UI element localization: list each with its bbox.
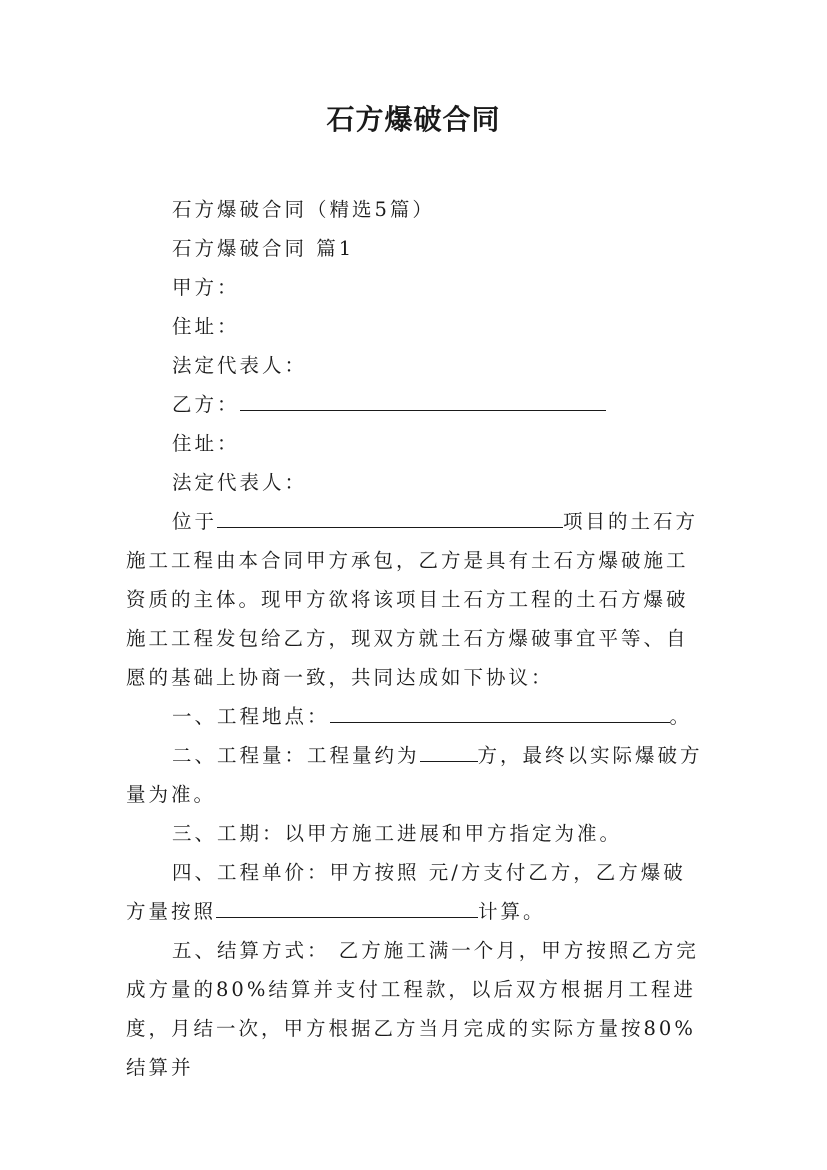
subtitle: 石方爆破合同（精选5篇） (172, 198, 435, 221)
section-heading: 石方爆破合同 篇1 (172, 237, 355, 260)
party-a-address: 住址： (172, 315, 240, 338)
clause-1-end: 。 (669, 705, 693, 728)
clause-1 (126, 697, 706, 736)
document-body (126, 190, 706, 1087)
party-b-blank (240, 388, 606, 411)
clause-4-end: 计算。 (478, 900, 546, 923)
clause-2-text: 二、工程量：工程量约为 (172, 744, 420, 767)
party-a-line: 甲方： (172, 276, 240, 299)
clause-2-end: 方，最终以实际爆破方量为准。 (126, 744, 703, 806)
party-b-line (126, 385, 706, 424)
clause-4 (126, 853, 706, 931)
intro-text: 项目的土石方施工工程由本合同甲方承包，乙方是具有土石方爆破施工资质的主体。现甲方欲将该项目土石方工程的土石方爆破施工工程发包给乙方，现双方就土石方爆破事宜平等、自愿的基础上协商一致，共同达成如下协议： (126, 510, 699, 689)
party-a-representative: 法定代表人： (172, 354, 308, 377)
clause-3: 三、工期：以甲方施工进展和甲方指定为准。 (172, 822, 623, 845)
quantity-blank (420, 739, 478, 762)
clause-1-text: 一、工程地点： (172, 705, 330, 728)
document-title: 石方爆破合同 (326, 103, 501, 136)
clause-4-text: 四、工程单价：甲方按照 元/方支付乙方，乙方爆破方量按照 (126, 861, 686, 923)
work-site-blank (330, 700, 670, 723)
clause-5: 五、结算方式： 乙方施工满一个月，甲方按照乙方完成方量的80%结算并支付工程款，以后双方根据月工程进度，月结一次，甲方根据乙方当月完成的实际方量按80%结算并 (126, 939, 699, 1079)
party-b-label: 乙方： (172, 393, 240, 416)
intro-prefix: 位于 (172, 510, 218, 533)
intro-paragraph (126, 502, 706, 697)
party-b-representative: 法定代表人： (172, 471, 308, 494)
measurement-blank (216, 895, 478, 918)
party-b-address: 住址： (172, 432, 240, 455)
clause-2 (126, 736, 706, 814)
project-location-blank (217, 505, 563, 528)
